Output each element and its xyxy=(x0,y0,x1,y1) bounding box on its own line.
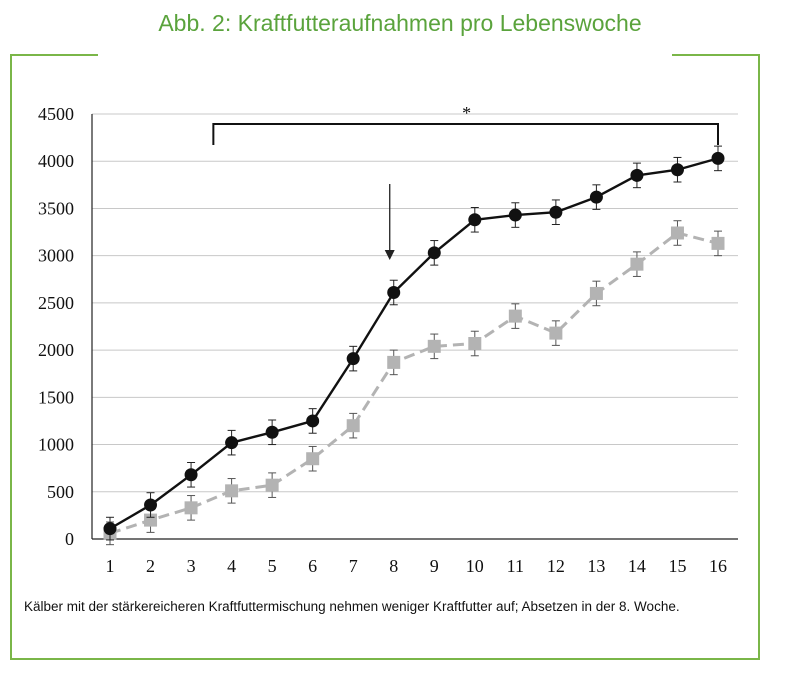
data-point-circle xyxy=(306,414,319,427)
y-tick-label: 2000 xyxy=(38,340,74,361)
x-tick-label: 10 xyxy=(465,556,484,576)
y-tick-label: 3000 xyxy=(38,245,74,266)
chart-title: Abb. 2: Kraftfutteraufnahmen pro Lebenswoche xyxy=(158,10,642,36)
figure-caption: Kälber mit der stärkereicheren Kraftfuttermischung nehmen weniger Kraftfutter auf; Absetzen in der 8. Woche. xyxy=(24,599,680,614)
data-point-square xyxy=(549,327,562,340)
x-tick-label: 5 xyxy=(267,556,277,576)
data-point-circle xyxy=(185,468,198,481)
data-point-circle xyxy=(428,246,441,259)
data-point-square xyxy=(590,287,603,300)
y-tick-label: 4500 xyxy=(38,104,74,124)
x-tick-label: 15 xyxy=(668,556,687,576)
data-point-square xyxy=(428,340,441,353)
x-tick-label: 7 xyxy=(348,556,358,576)
x-tick-label: 6 xyxy=(308,556,318,576)
data-point-square xyxy=(306,452,319,465)
weaning-arrow-head xyxy=(385,250,395,260)
series-line-black xyxy=(110,158,718,528)
data-point-circle xyxy=(225,436,238,449)
data-point-circle xyxy=(671,163,684,176)
data-point-circle xyxy=(387,286,400,299)
data-point-square xyxy=(509,310,522,323)
data-point-circle xyxy=(509,209,522,222)
x-tick-label: 1 xyxy=(105,556,115,576)
y-tick-label: 1500 xyxy=(38,387,74,408)
x-tick-label: 9 xyxy=(429,556,439,576)
significance-bracket xyxy=(213,124,718,145)
data-point-circle xyxy=(712,152,725,165)
data-point-square xyxy=(468,337,481,350)
x-tick-label: 14 xyxy=(627,556,646,576)
y-tick-label: 4000 xyxy=(38,151,74,172)
data-point-square xyxy=(671,227,684,240)
data-point-square xyxy=(185,501,198,514)
significance-star: * xyxy=(462,103,472,123)
series-line-gray xyxy=(110,233,718,533)
x-tick-label: 12 xyxy=(546,556,565,576)
data-point-square xyxy=(387,356,400,369)
y-tick-label: 3500 xyxy=(38,198,74,219)
data-point-circle xyxy=(266,426,279,439)
data-point-square xyxy=(225,484,238,497)
y-tick-label: 2500 xyxy=(38,292,74,313)
x-tick-label: 2 xyxy=(146,556,156,576)
x-tick-label: 16 xyxy=(709,556,727,576)
x-tick-label: 13 xyxy=(587,556,606,576)
x-tick-label: 8 xyxy=(389,556,399,576)
data-point-square xyxy=(630,258,643,271)
data-point-circle xyxy=(104,522,117,535)
y-tick-label: 0 xyxy=(65,529,74,549)
y-tick-label: 1000 xyxy=(38,434,74,455)
y-tick-label: 500 xyxy=(47,481,74,502)
data-point-circle xyxy=(590,191,603,204)
data-point-circle xyxy=(549,206,562,219)
data-point-circle xyxy=(144,499,157,512)
data-point-circle xyxy=(347,352,360,365)
x-tick-label: 11 xyxy=(506,556,525,576)
data-point-square xyxy=(347,419,360,432)
x-tick-label: 3 xyxy=(186,556,196,576)
data-point-square xyxy=(712,237,725,250)
data-point-circle xyxy=(468,213,481,226)
data-point-circle xyxy=(630,169,643,182)
data-point-square xyxy=(266,479,279,492)
x-tick-label: 4 xyxy=(227,556,237,576)
